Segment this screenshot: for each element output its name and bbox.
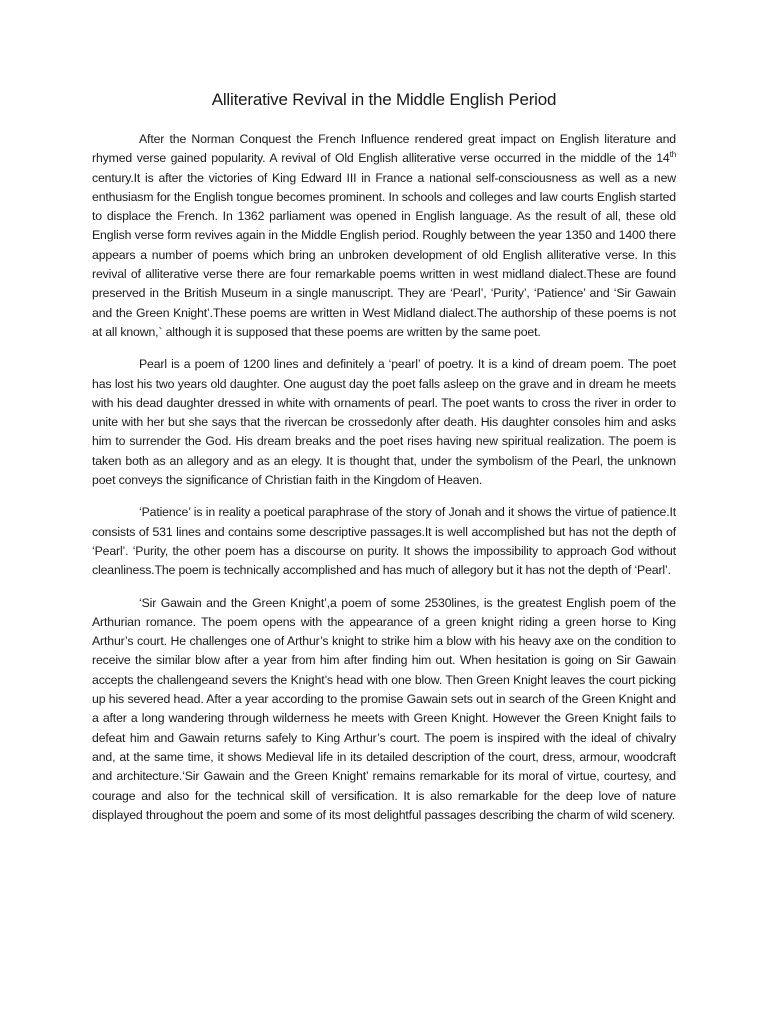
- document-title: Alliterative Revival in the Middle English Period: [211, 90, 557, 109]
- document-body: [92, 130, 676, 838]
- paragraph-pearl: Pearl is a poem of 1200 lines and definitely a ‘pearl’ of poetry. It is a kind of dream poem. The poet has lost his two years old daughter. One august day the poet falls asleep on the grave and in dream he meets with his dead daughter dressed in white with ornaments of pearl. The poet wants to cross the river in order to unite with her but she says that the rivercan be crossedonly after death. His daughter consoles him and asks him to surrender the God. His dream breaks and the poet rises having new spiritual realization. The poem is taken both as an allegory and as an elegy. It is thought that, under the symbolism of the Pearl, the unknown poet conveys the significance of Christian faith in the Kingdom of Heaven.: [92, 357, 676, 488]
- paragraph-introduction-text-start: After the Norman Conquest the French Influence rendered great impact on English literature and rhymed verse gained popularity. A revival of Old English alliterative verse occurred in the middle of the 14: [92, 132, 676, 166]
- paragraph-patience-purity: ‘Patience’ is in reality a poetical paraphrase of the story of Jonah and it shows the virtue of patience.It consists of 531 lines and contains some descriptive passages.It is well accomplished but has not the depth of ‘Pearl’. ‘Purity, the other poem has a discourse on purity. It shows the impossibility to approach God without cleanliness.The poem is technically accomplished and has much of allegory but it has not the depth of ‘Pearl’.: [92, 505, 676, 578]
- ordinal-suffix: th: [669, 150, 676, 160]
- paragraph-introduction-text-end: century.It is after the victories of King Edward III in France a national self-consciousness as well as a new enthusiasm for the English tongue becomes prominent. In schools and colleges and law courts English started to displace the French. In 1362 parliament was opened in English language. As the result of all, these old English verse form revives again in the Middle English period. Roughly between the year 1350 and 1400 there appears a number of poems which bring an unbroken development of old English alliterative verse. In this revival of alliterative verse there are four remarkable poems written in west midland dialect.These are found preserved in the British Museum in a single manuscript. They are ‘Pearl’, ‘Purity’, ‘Patience’ and ‘Sir Gawain and the Green Knight’.These poems are written in West Midland dialect.The authorship of these poems is not at all known,` although it is supposed that these poems are written by the same poet.: [92, 170, 676, 339]
- paragraph-introduction: [92, 130, 676, 342]
- paragraph-sir-gawain: ‘Sir Gawain and the Green Knight’,a poem of some 2530lines, is the greatest English poem of the Arthurian romance. The poem opens with the appearance of a green knight riding a green horse to King Arthur’s court. He challenges one of Arthur’s knight to strike him a blow with his heavy axe on the condition to receive the similar blow after a year from him after finding him out. When hesitation is going on Sir Gawain accepts the challengeand severs the Knight’s head with one blow. Then Green Knight leaves the court picking up his severed head. After a year according to the promise Gawain sets out in search of the Green Knight and a after a long wandering through wilderness he meets with Green Knight. However the Green Knight fails to defeat him and Gawain returns safely to King Arthur’s court. The poem is inspired with the ideal of chivalry and, at the same time, it shows Medieval life in its detailed description of the court, dress, armour, woodcraft and architecture.‘Sir Gawain and the Green Knight’ remains remarkable for its moral of virtue, courtesy, and courage and also for the technical skill of versification. It is also remarkable for the deep love of nature displayed throughout the poem and some of its most delightful passages describing the charm of wild scenery.: [92, 595, 676, 822]
